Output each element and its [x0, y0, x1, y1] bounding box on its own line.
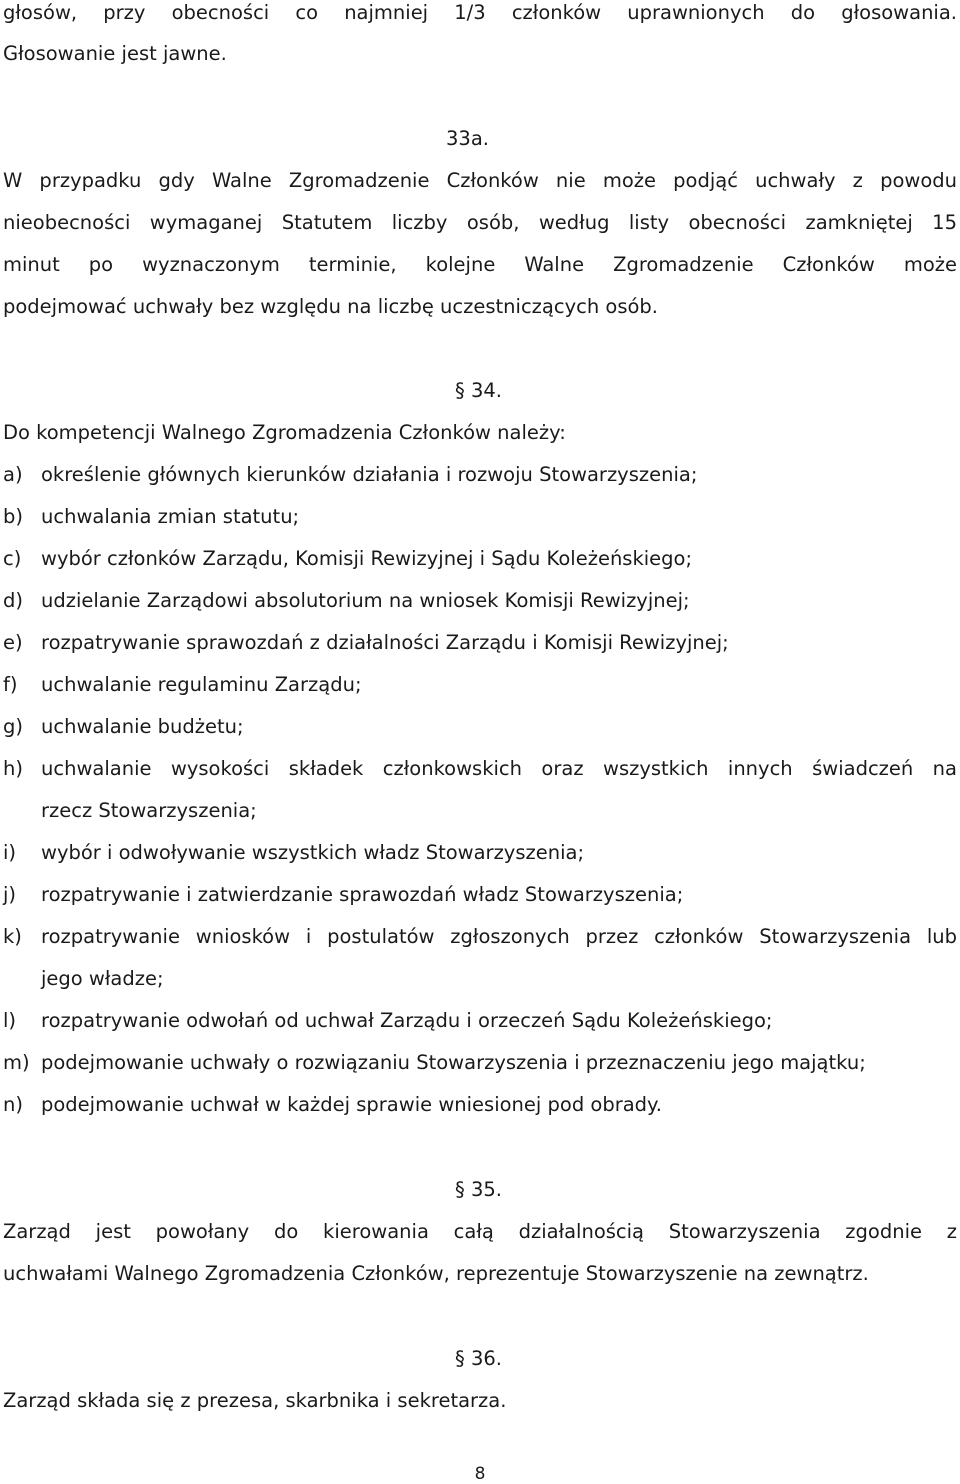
- list-item-continuation: rzecz Stowarzyszenia;: [41, 799, 257, 822]
- page-number: 8: [474, 1464, 486, 1484]
- section-heading: § 36.: [455, 1347, 502, 1370]
- list-item-text: uchwalanie wysokości składek członkowskich oraz wszystkich innych świadczeń na: [41, 757, 957, 780]
- list-marker: b): [3, 505, 23, 528]
- list-marker: e): [3, 631, 23, 654]
- list-item-text: rozpatrywanie sprawozdań z działalności Zarządu i Komisji Rewizyjnej;: [41, 631, 729, 654]
- list-item-continuation: jego władze;: [41, 967, 164, 990]
- list-item-text: wybór i odwoływanie wszystkich władz Stowarzyszenia;: [41, 841, 585, 864]
- list-marker: f): [3, 673, 18, 696]
- list-item-text: uchwalanie regulaminu Zarządu;: [41, 673, 362, 696]
- paragraph-line: minut po wyznaczonym terminie, kolejne Walne Zgromadzenie Członków może: [3, 253, 957, 276]
- list-item-text: podejmowanie uchwały o rozwiązaniu Stowarzyszenia i przeznaczeniu jego majątku;: [41, 1051, 866, 1074]
- list-item-text: rozpatrywanie odwołań od uchwał Zarządu i orzeczeń Sądu Koleżeńskiego;: [41, 1009, 773, 1032]
- list-marker: i): [3, 841, 17, 864]
- paragraph-line: nieobecności wymaganej Statutem liczby osób, według listy obecności zamkniętej 15: [3, 211, 957, 234]
- list-marker: n): [3, 1093, 23, 1116]
- list-marker: l): [3, 1009, 17, 1032]
- section-heading: 33a.: [446, 127, 489, 150]
- paragraph-line: uchwałami Walnego Zgromadzenia Członków, reprezentuje Stowarzyszenie na zewnątrz.: [3, 1262, 869, 1285]
- paragraph-line: Zarząd składa się z prezesa, skarbnika i sekretarza.: [3, 1389, 507, 1412]
- paragraph-line: podejmować uchwały bez względu na liczbę uczestniczących osób.: [3, 295, 658, 318]
- list-item-text: uchwalanie budżetu;: [41, 715, 244, 738]
- list-marker: j): [3, 883, 17, 906]
- list-intro: Do kompetencji Walnego Zgromadzenia Członków należy:: [3, 421, 566, 444]
- section-heading: § 34.: [455, 379, 502, 402]
- list-item-text: określenie głównych kierunków działania i rozwoju Stowarzyszenia;: [41, 463, 698, 486]
- list-item-text: rozpatrywanie i zatwierdzanie sprawozdań władz Stowarzyszenia;: [41, 883, 684, 906]
- list-marker: a): [3, 463, 23, 486]
- paragraph-line: głosów, przy obecności co najmniej 1/3 członków uprawnionych do głosowania.: [3, 1, 957, 24]
- list-marker: d): [3, 589, 23, 612]
- list-marker: m): [3, 1051, 30, 1074]
- list-item-text: rozpatrywanie wniosków i postulatów zgłoszonych przez członków Stowarzyszenia lub: [41, 925, 957, 948]
- list-item-text: podejmowanie uchwał w każdej sprawie wniesionej pod obrady.: [41, 1093, 663, 1116]
- paragraph-line: Głosowanie jest jawne.: [3, 42, 227, 65]
- list-marker: h): [3, 757, 23, 780]
- list-item-text: uchwalania zmian statutu;: [41, 505, 300, 528]
- paragraph-line: W przypadku gdy Walne Zgromadzenie Członków nie może podjąć uchwały z powodu: [3, 169, 957, 192]
- list-marker: c): [3, 547, 22, 570]
- list-item-text: wybór członków Zarządu, Komisji Rewizyjnej i Sądu Koleżeńskiego;: [41, 547, 693, 570]
- section-heading: § 35.: [455, 1178, 502, 1201]
- paragraph-line: Zarząd jest powołany do kierowania całą działalnością Stowarzyszenia zgodnie z: [3, 1220, 957, 1243]
- list-marker: k): [3, 925, 22, 948]
- list-marker: g): [3, 715, 23, 738]
- list-item-text: udzielanie Zarządowi absolutorium na wniosek Komisji Rewizyjnej;: [41, 589, 690, 612]
